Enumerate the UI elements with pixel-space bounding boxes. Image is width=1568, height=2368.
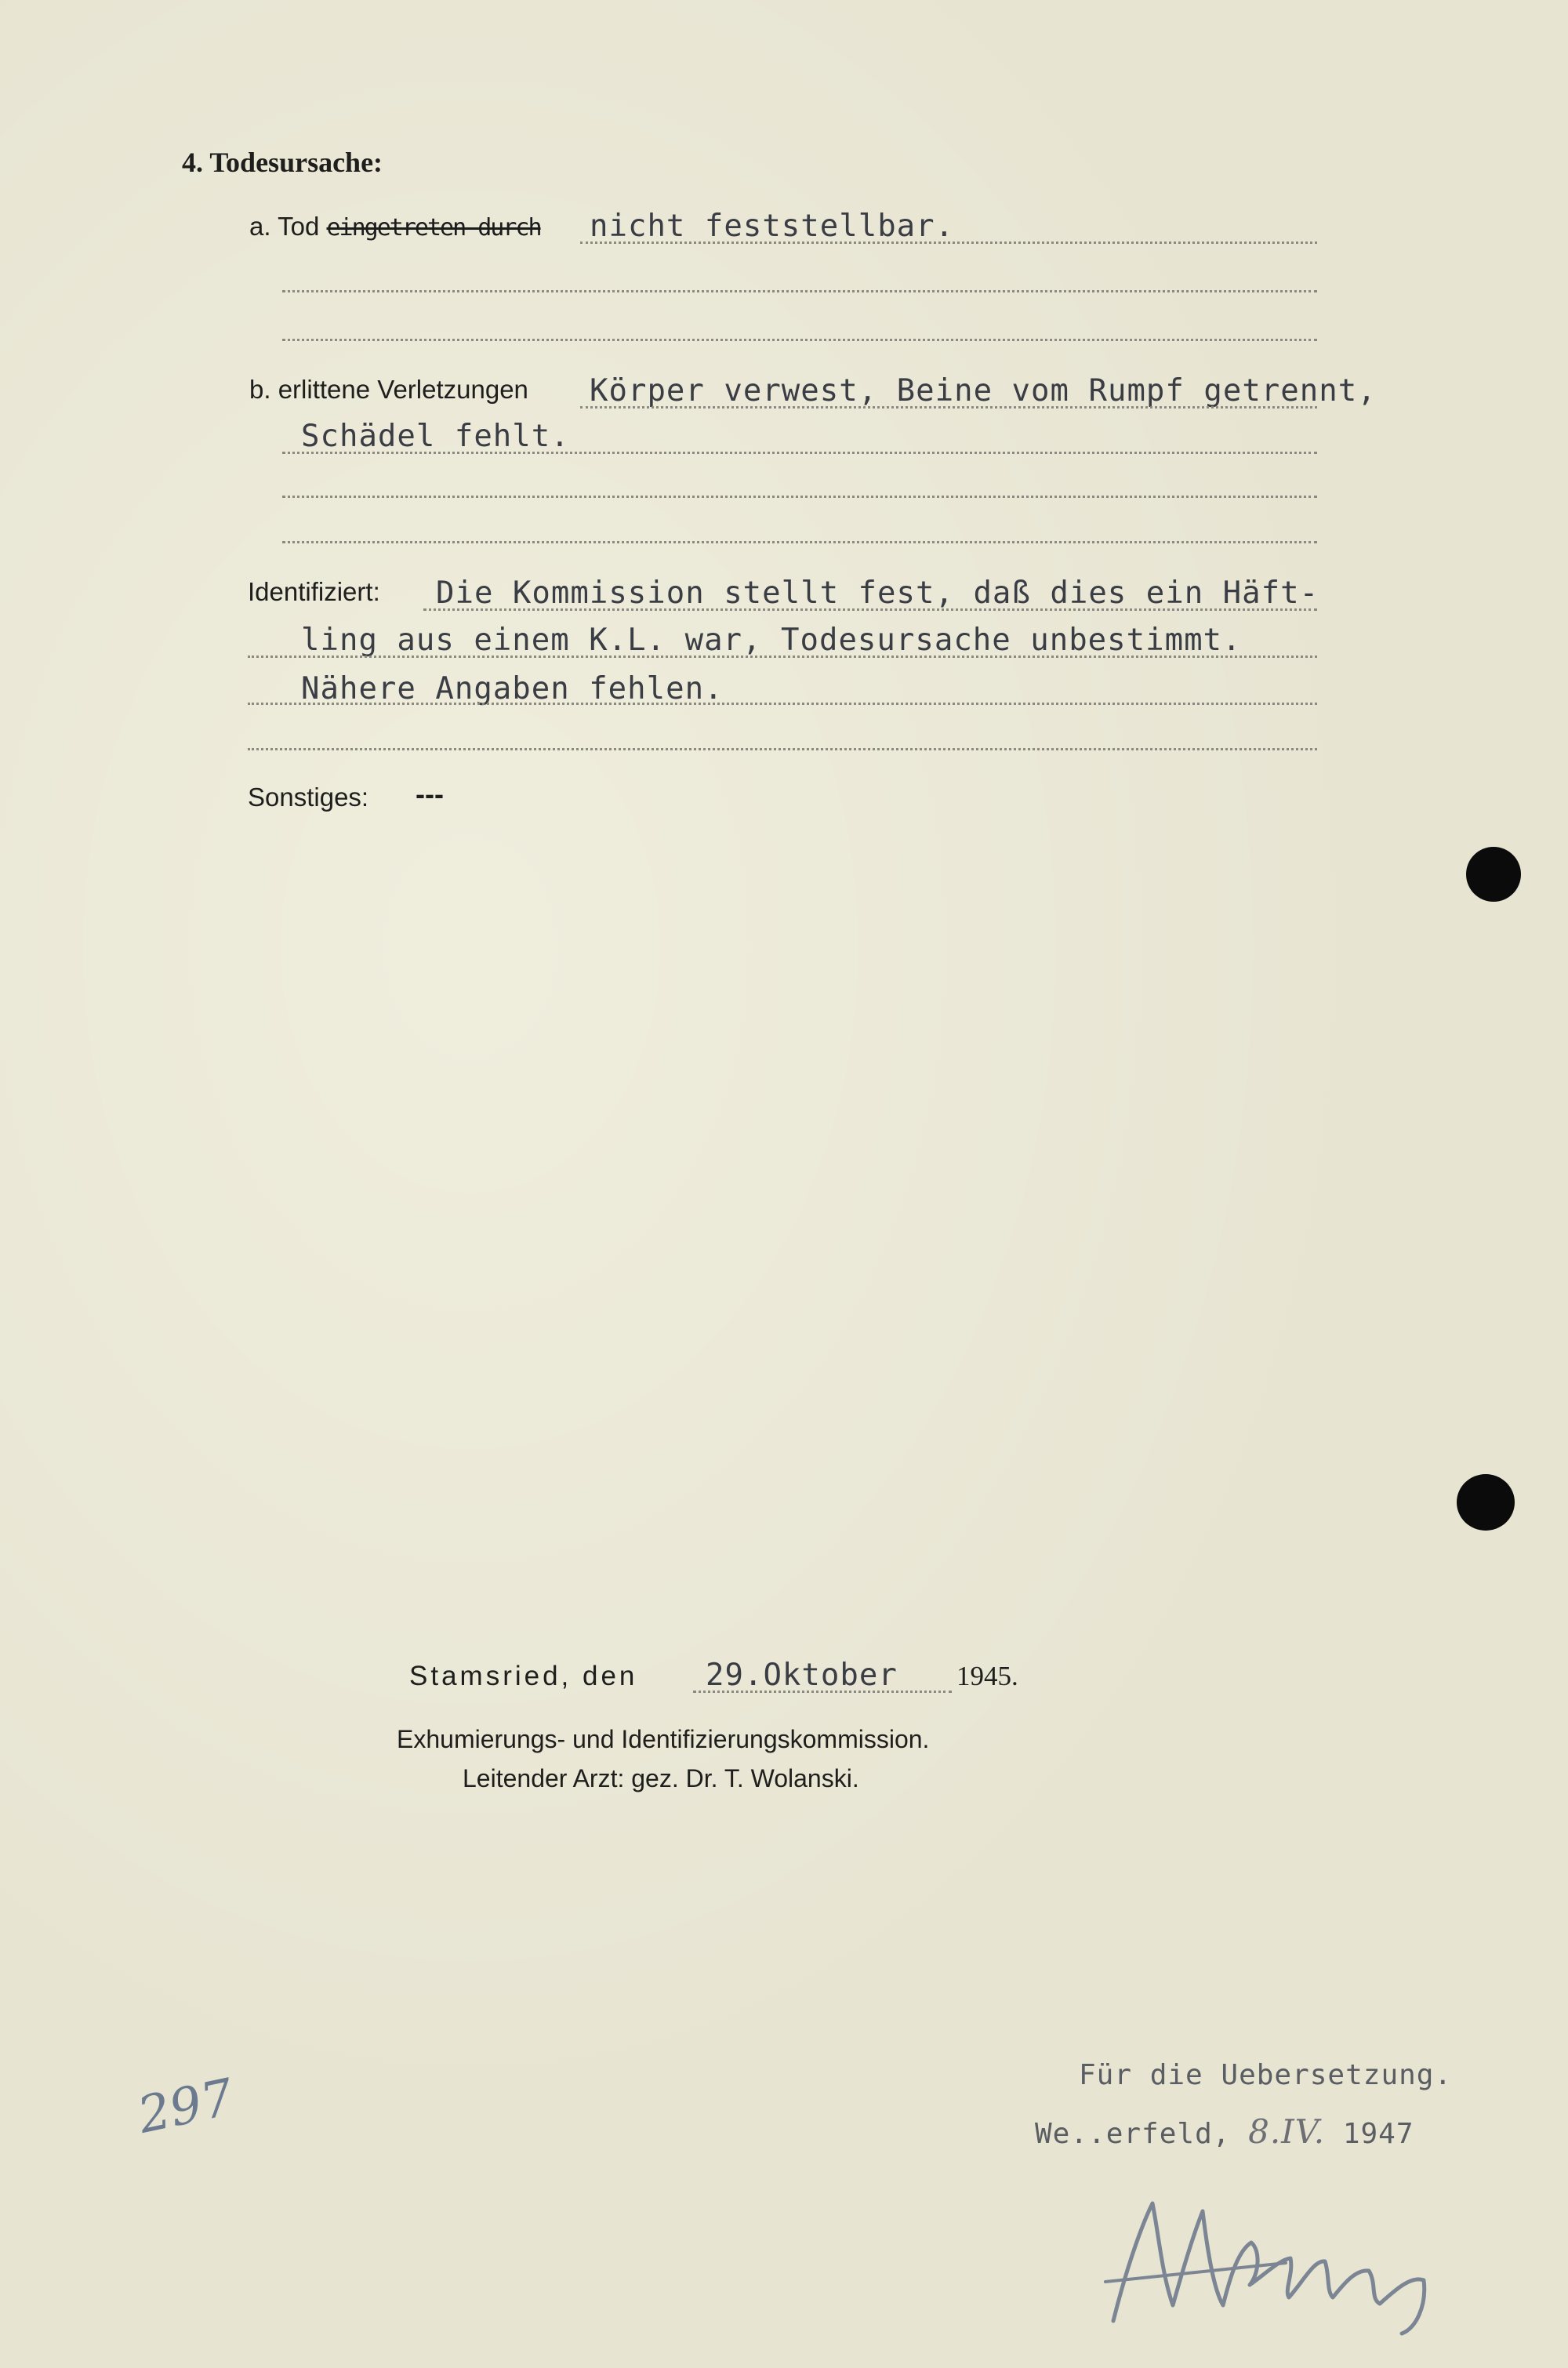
dotted-line [282,496,1317,498]
footer-doctor: Leitender Arzt: gez. Dr. T. Wolanski. [463,1764,859,1792]
section-heading: 4. Todesursache: [182,147,383,178]
dotted-line [282,452,1317,454]
dotted-line [248,748,1317,750]
field-b-line1: Körper verwest, Beine vom Rumpf getrennt, [590,373,1377,409]
footer-place: Stamsried, den [409,1661,638,1691]
dotted-line [282,541,1317,543]
dotted-line [693,1691,952,1693]
field-a-value: nicht feststellbar. [590,209,955,244]
punch-hole [1457,1474,1515,1531]
field-b-line2: Schädel fehlt. [301,419,570,454]
dotted-line [282,290,1317,292]
dotted-line [423,608,1317,611]
signature-picture [1098,2188,1443,2337]
identifiziert-line3: Nähere Angaben fehlen. [301,671,724,706]
footer-year: 1945. [956,1661,1018,1691]
field-a-prefix: a. Tod [249,212,320,241]
translation-line2 [1035,2112,1414,2151]
sonstiges-value: --- [416,778,444,810]
footer-date: 29.Oktober [706,1658,898,1693]
identifiziert-line2: ling aus einem K.L. war, Todesursache unbestimmt. [301,623,1242,658]
sonstiges-label: Sonstiges: [248,783,369,812]
field-a-label [249,212,541,242]
translation-date: 8.IV. [1248,2112,1326,2151]
struck-text: eingetreten durch [326,214,541,242]
footer-commission: Exhumierungs- und Identifizierungskommission. [397,1725,930,1753]
identifiziert-label: Identifiziert: [248,577,380,606]
dotted-line [580,406,1317,409]
punch-hole [1466,847,1521,902]
translation-place: We..erfeld, [1035,2118,1231,2150]
dotted-line [248,703,1317,705]
translation-year: 1947 [1342,2118,1414,2150]
handwritten-page-number: 297 [132,2068,239,2145]
identifiziert-line1: Die Kommission stellt fest, daß dies ein Häft- [436,576,1319,611]
dotted-line [248,656,1317,658]
dotted-line [282,339,1317,341]
translation-line1: Für die Uebersetzung. [1079,2059,1453,2091]
field-b-label: b. erlittene Verletzungen [249,375,528,404]
dotted-line [580,242,1317,244]
